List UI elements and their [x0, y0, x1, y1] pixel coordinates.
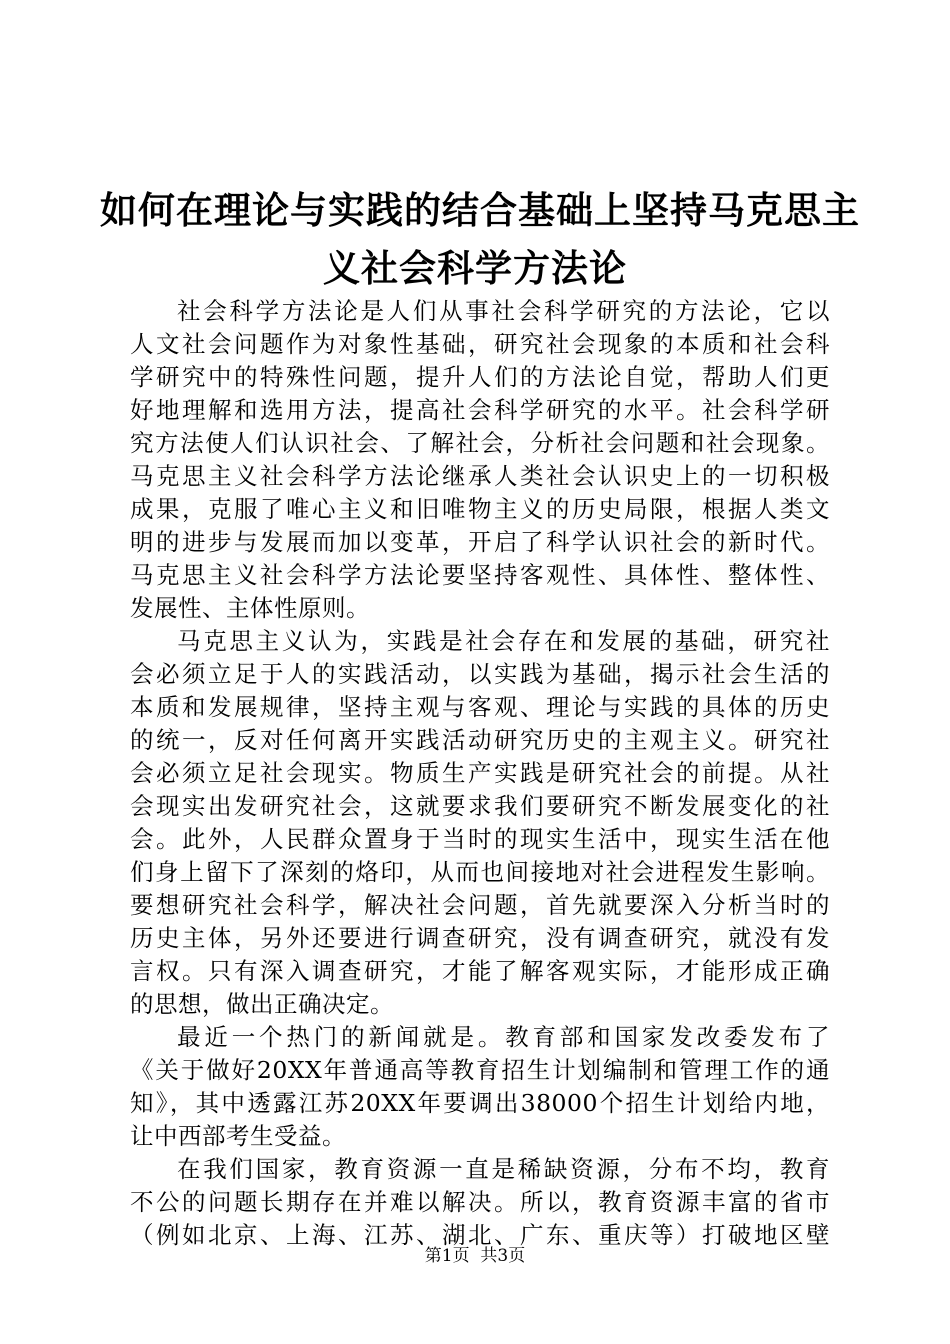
body-line: 人文社会问题作为对象性基础，研究社会现象的本质和社会科 [130, 330, 830, 358]
body-line: 要想研究社会科学，解决社会问题，首先就要深入分析当时的 [130, 891, 830, 919]
document-title-line-1: 如何在理论与实践的结合基础上坚持马克思主 [100, 188, 860, 232]
body-line: 社会科学方法论是人们从事社会科学研究的方法论，它以 [177, 297, 830, 325]
body-line: 究方法使人们认识社会、了解社会，分析社会问题和社会现象。 [130, 429, 830, 457]
body-line: 好地理解和选用方法，提高社会科学研究的水平。社会科学研 [130, 396, 830, 424]
body-line: 学研究中的特殊性问题，提升人们的方法论自觉，帮助人们更 [130, 363, 830, 391]
body-line: （例如北京、上海、江苏、湖北、广东、重庆等）打破地区壁 [130, 1221, 830, 1249]
document-title-line-2: 义社会科学方法论 [323, 246, 627, 290]
body-line: 成果，克服了唯心主义和旧唯物主义的历史局限，根据人类文 [130, 495, 830, 523]
body-line: 马克思主义社会科学方法论继承人类社会认识史上的一切积极 [130, 462, 830, 490]
body-line: 本质和发展规律，坚持主观与客观、理论与实践的具体的历史 [130, 693, 830, 721]
body-line: 明的进步与发展而加以变革，开启了科学认识社会的新时代。 [130, 528, 830, 556]
body-line: 会。此外，人民群众置身于当时的现实生活中，现实生活在他 [130, 825, 830, 853]
body-line: 马克思主义社会科学方法论要坚持客观性、具体性、整体性、 [130, 561, 830, 589]
body-line: 会必须立足于人的实践活动，以实践为基础，揭示社会生活的 [130, 660, 830, 688]
body-line: 们身上留下了深刻的烙印，从而也间接地对社会进程发生影响。 [130, 858, 830, 886]
body-line: 在我们国家，教育资源一直是稀缺资源，分布不均，教育 [177, 1155, 830, 1183]
body-line: 最近一个热门的新闻就是。教育部和国家发改委发布了 [177, 1023, 830, 1051]
body-line: 言权。只有深入调查研究，才能了解客观实际，才能形成正确 [130, 957, 830, 985]
body-line: 让中西部考生受益。 [130, 1122, 346, 1150]
body-line: 发展性、主体性原则。 [130, 594, 370, 622]
body-line: 不公的问题长期存在并难以解决。所以，教育资源丰富的省市 [130, 1188, 830, 1216]
page-footer: 第1页 共3页 [424, 1246, 526, 1266]
body-line: 《关于做好20XX年普通高等教育招生计划编制和管理工作的通 [130, 1056, 830, 1084]
body-line: 的统一，反对任何离开实践活动研究历史的主观主义。研究社 [130, 726, 830, 754]
body-line: 知》，其中透露江苏20XX年要调出38000个招生计划给内地， [130, 1089, 830, 1117]
body-line: 马克思主义认为，实践是社会存在和发展的基础，研究社 [177, 627, 830, 655]
body-line: 会必须立足社会现实。物质生产实践是研究社会的前提。从社 [130, 759, 830, 787]
body-line: 历史主体，另外还要进行调查研究，没有调查研究，就没有发 [130, 924, 830, 952]
body-line: 会现实出发研究社会，这就要求我们要研究不断发展变化的社 [130, 792, 830, 820]
document-body [130, 295, 830, 1252]
body-line: 的思想，做出正确决定。 [130, 990, 394, 1018]
